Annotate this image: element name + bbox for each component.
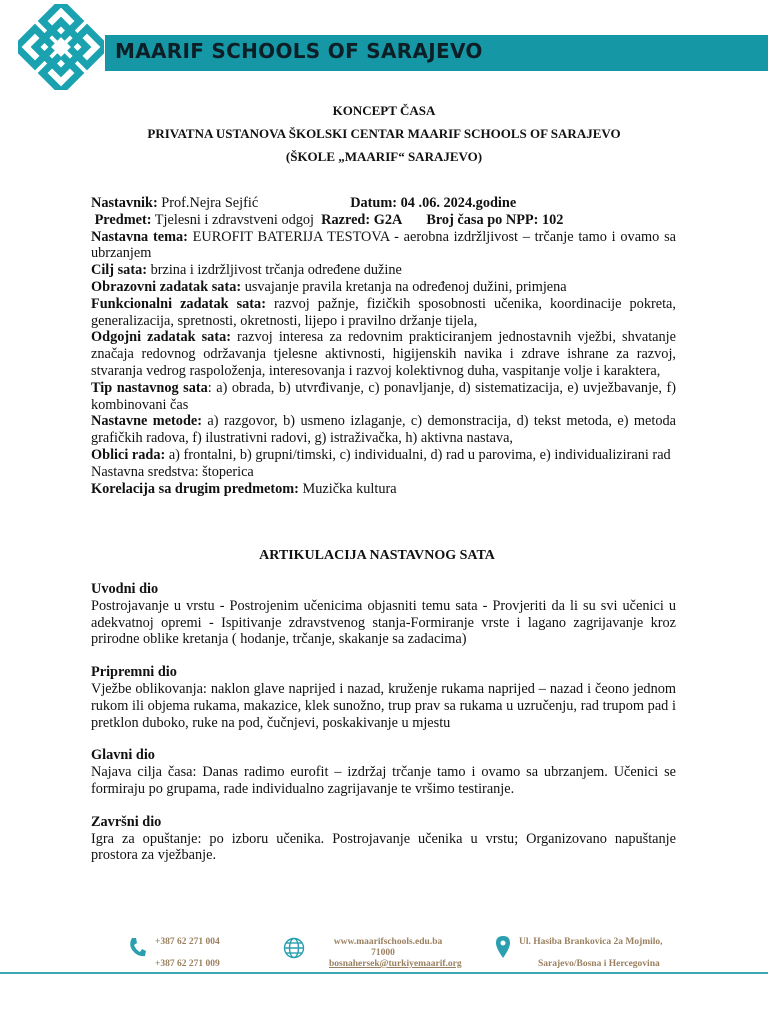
website-link[interactable]: www.maarifschools.edu.ba [333,937,443,947]
teaching-means-row: Nastavna sredstva: štoperica [91,463,254,480]
location-pin-icon [495,935,511,959]
section-text: Postrojavanje u vrstu - Postrojenim učenicima objasniti temu sata - Provjeriti da li su svi učenici u adekvatnoj opremi - Ispitivanje zdravstvenog stanja-Formiranje vrste i lagano zagrijavanje kroz prirodne oblike kretanja ( hodanje, trčanje, skakanje sa zadacima) [91,597,676,648]
topic-value: EUROFIT BATERIJA TESTOVA - aerobna izdržljivost – trčanje tamo i ovamo sa ubrzanjem [91,228,676,262]
date-label: Datum: 04 .06. 2024.godine [350,195,517,211]
work-forms-row [91,447,676,464]
brand-title: MAARIF SCHOOLS OF SARAJEVO [115,39,483,63]
teacher-name: Prof.Nejra Sejfić [157,195,259,211]
section-title: Pripremni dio [91,664,177,681]
grade-label: Razred: G2A [321,211,403,228]
phone-secondary: +387 62 271 009 [155,959,220,969]
lesson-type-row [91,380,676,414]
address-city: Sarajevo/Bosna i Hercegovina [538,959,660,969]
lesson-number-label: Broj časa po NPP: 102 [426,211,564,228]
lesson-type-value: : a) obrada, b) utvrđivanje, c) ponavljanje, d) sistematizacija, e) uvježbavanje, f) kombinovani čas [91,379,676,413]
goal-value: brzina i izdržljivost trčanja određene dužine [147,262,402,279]
edu-task-value: usvajanje pravila kretanja na određenoj dužini, primjena [241,278,567,295]
subject-value: Tjelesni i zdravstveni odgoj [151,211,318,228]
work-forms-value: a) frontalni, b) grupni/timski, c) individualni, d) rad u parovima, e) individualizirani rad [165,446,671,463]
correlation-value: Muzička kultura [298,480,397,497]
methods-value: a) razgovor, b) usmeno izlaganje, c) demonstracija, d) tekst metoda, e) metoda grafičkih radova, f) ilustrativni radovi, g) istraživačka, h) aktivna nastava, [91,413,676,447]
maarif-star-logo-icon [18,4,104,90]
edu-task-label: Obrazovni zadatak sata: [91,278,242,295]
section-title: Završni dio [91,813,162,830]
edu-task-row [91,279,676,296]
phone-icon [128,936,146,958]
articulation-heading: ARTIKULACIJA NASTAVNOG SATA [259,548,495,563]
subject-row [91,212,676,229]
methods-label: Nastavne metode: [91,413,203,430]
topic-row [91,229,676,263]
section-text: Vježbe oblikovanja: naklon glave naprijed i nazad, kruženje rukama naprijed – nazad i čeono jednom rukom ili objema rukama, makazice, klek sunožno, trup prav sa rukama u uzručenju, rad trupom pad i pretklon duboko, ruke na pod, čučnjevi, poskakivanje u mjestu [91,680,676,731]
globe-icon [283,937,305,959]
phone-primary: +387 62 271 004 [155,937,220,947]
topic-label: Nastavna tema: [91,228,188,245]
section-title: Glavni dio [91,747,155,764]
work-forms-label: Oblici rada: [91,446,166,463]
subject-label: Predmet: [94,211,152,228]
institution-name: PRIVATNA USTANOVA ŠKOLSKI CENTAR MAARIF SCHOOLS OF SARAJEVO [147,126,621,141]
teacher-label: Nastavnik: [91,195,158,211]
section-text: Igra za opuštanje: po izboru učenika. Postrojavanje učenika u vrstu; Organizovano napuštanje prostora za vježbanje. [91,830,676,864]
goal-row [91,262,676,279]
func-task-label: Funkcionalni zadatak sata: [91,295,266,312]
teacher-date-row [91,195,676,212]
upbringing-task-row [91,329,676,379]
correlation-row [91,481,676,498]
upbringing-task-label: Odgojni zadatak sata: [91,329,231,346]
upbringing-task-value: razvoj interesa za redovnim prakticiranjem jednostavnih vježbi, shvatanje značaja redovnog održavanja tjelesne aktivnosti, higijenskih navika i zdrave ishrane za razvoj, stvaranja vedrog raspoloženja, interesovanja i razvoj kolektivnog duha, vaspitanje volje i karaktera, [91,329,676,379]
func-task-row [91,296,676,330]
correlation-label: Korelacija sa drugim predmetom: [91,480,299,497]
methods-row [91,413,676,447]
document-title: KONCEPT ČASA [332,103,436,118]
goal-label: Cilj sata: [91,262,147,279]
section-title: Uvodni dio [91,581,159,597]
institution-short-name: (ŠKOLE „MAARIF“ SARAJEVO) [285,149,483,164]
postal-code: 71000 [371,948,395,958]
address-street: Ul. Hasiba Brankovica 2a Mojmilo, [519,937,663,947]
articulation-sections [91,581,676,864]
lesson-meta [91,195,676,497]
section-text: Najava cilja časa: Danas radimo eurofit – izdržaj trčanje tamo i ovamo sa ubrzanjem. Učenici se formiraju po grupama, rade individualno zagrijavanje te vršimo testiranje. [91,764,676,797]
func-task-value: razvoj pažnje, fizičkih sposobnosti učenika, koordinacije pokreta, generalizacija, spretnosti, okretnosti, lijepo i pravilno držanje tijela, [91,295,676,329]
email-link[interactable]: bosnahersek@turkiyemaarif.org [329,959,462,969]
lesson-type-label: Tip nastavnog sata [91,379,208,396]
footer-divider [0,972,768,974]
